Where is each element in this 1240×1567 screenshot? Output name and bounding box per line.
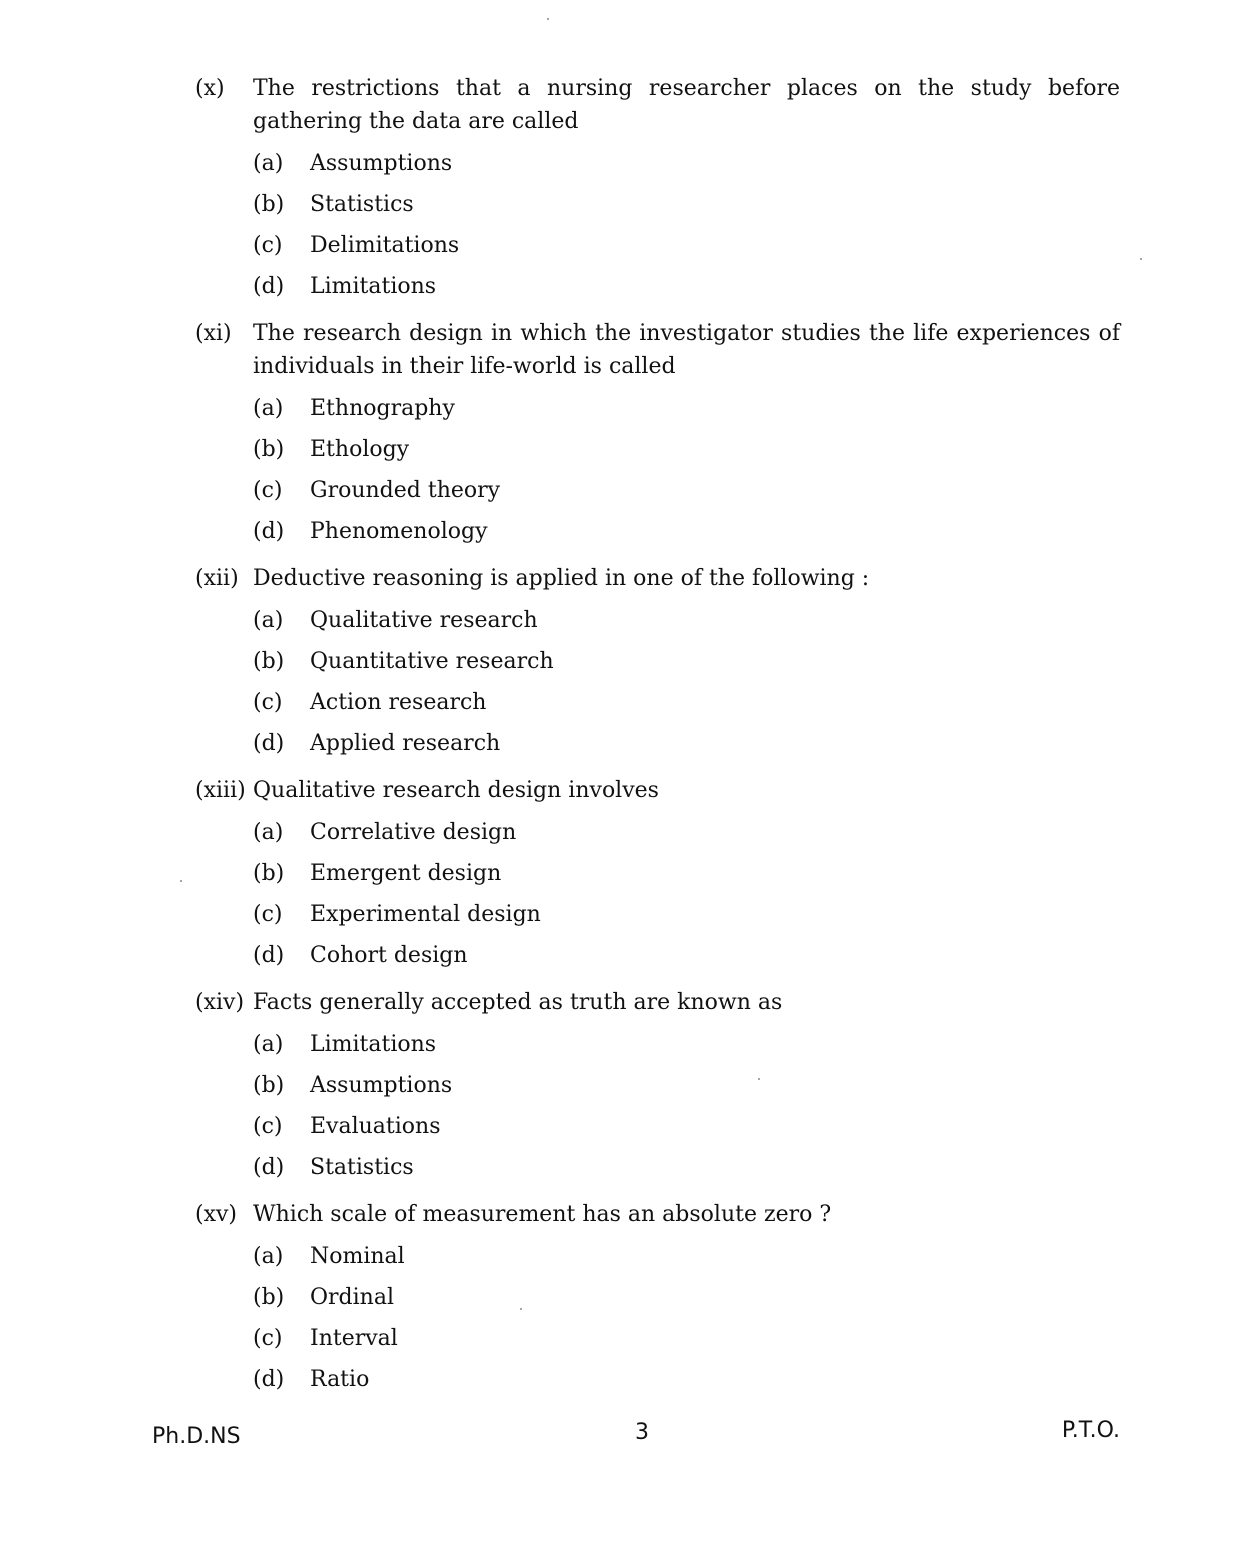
- option-text: Ethology: [310, 437, 410, 462]
- question-text: Which scale of measurement has an absolute zero ?: [253, 1202, 832, 1227]
- option-item: [253, 1236, 1120, 1277]
- option-letter: (b): [253, 192, 285, 217]
- option-item: [253, 225, 1120, 266]
- option-text: Grounded theory: [310, 478, 501, 503]
- option-letter: (c): [253, 690, 283, 715]
- option-item: [253, 1106, 1120, 1147]
- option-letter: (a): [253, 396, 284, 421]
- option-text: Statistics: [310, 1155, 414, 1180]
- option-text: Statistics: [310, 192, 414, 217]
- option-item: [253, 812, 1120, 853]
- question-number: (xii): [195, 566, 239, 591]
- option-text: Limitations: [310, 274, 437, 299]
- option-letter: (c): [253, 902, 283, 927]
- option-list: [253, 812, 1120, 976]
- question-text: Deductive reasoning is applied in one of the following :: [253, 566, 870, 591]
- option-item: [253, 935, 1120, 976]
- option-text: Phenomenology: [310, 519, 488, 544]
- question-number: (xv): [195, 1202, 238, 1227]
- question-xi: [195, 317, 1120, 552]
- option-letter: (b): [253, 1073, 285, 1098]
- option-letter: (d): [253, 1155, 285, 1180]
- scan-speck: [547, 18, 549, 20]
- option-text: Qualitative research: [310, 608, 538, 633]
- option-item: [253, 388, 1120, 429]
- question-number: (x): [195, 76, 225, 101]
- question-text: Facts generally accepted as truth are known as: [253, 990, 783, 1015]
- question-xiv: [195, 986, 1120, 1188]
- option-text: Ordinal: [310, 1285, 394, 1310]
- option-letter: (c): [253, 233, 283, 258]
- option-letter: (a): [253, 1244, 284, 1269]
- option-item: [253, 1024, 1120, 1065]
- option-text: Correlative design: [310, 820, 517, 845]
- option-text: Ratio: [310, 1367, 370, 1392]
- option-letter: (c): [253, 1326, 283, 1351]
- option-list: [253, 1236, 1120, 1400]
- question-xv: [195, 1198, 1120, 1400]
- option-text: Ethnography: [310, 396, 455, 421]
- option-item: [253, 429, 1120, 470]
- option-letter: (c): [253, 1114, 283, 1139]
- option-item: [253, 470, 1120, 511]
- option-text: Delimitations: [310, 233, 460, 258]
- page-footer: [150, 1420, 1120, 1454]
- option-text: Assumptions: [310, 1073, 453, 1098]
- question-number: (xiv): [195, 990, 245, 1015]
- option-letter: (d): [253, 519, 285, 544]
- question-xii: [195, 562, 1120, 764]
- option-item: [253, 511, 1120, 552]
- option-letter: (d): [253, 274, 285, 299]
- question-list: [195, 72, 1120, 1410]
- option-item: [253, 1147, 1120, 1188]
- option-item: [253, 184, 1120, 225]
- option-item: [253, 853, 1120, 894]
- option-letter: (b): [253, 1285, 285, 1310]
- option-letter: (d): [253, 943, 285, 968]
- pto-label: P.T.O.: [1061, 1418, 1120, 1443]
- option-letter: (a): [253, 608, 284, 633]
- option-item: [253, 266, 1120, 307]
- option-item: [253, 1065, 1120, 1106]
- option-text: Interval: [310, 1326, 398, 1351]
- option-list: [253, 388, 1120, 552]
- option-text: Emergent design: [310, 861, 502, 886]
- option-letter: (b): [253, 861, 285, 886]
- option-item: [253, 682, 1120, 723]
- question-x: [195, 72, 1120, 307]
- option-letter: (b): [253, 437, 285, 462]
- option-letter: (c): [253, 478, 283, 503]
- option-text: Action research: [310, 690, 487, 715]
- scan-speck: [1140, 258, 1142, 260]
- option-list: [253, 600, 1120, 764]
- question-number: (xiii): [195, 778, 246, 803]
- option-letter: (a): [253, 1032, 284, 1057]
- option-list: [253, 1024, 1120, 1188]
- option-text: Assumptions: [310, 151, 453, 176]
- option-item: [253, 1318, 1120, 1359]
- option-text: Quantitative research: [310, 649, 554, 674]
- question-number: (xi): [195, 321, 232, 346]
- scan-speck: [520, 1308, 522, 1310]
- option-letter: (a): [253, 820, 284, 845]
- option-item: [253, 641, 1120, 682]
- question-xiii: [195, 774, 1120, 976]
- option-item: [253, 600, 1120, 641]
- option-item: [253, 723, 1120, 764]
- question-text: The restrictions that a nursing researcher places on the study before gathering the data are called: [253, 76, 1120, 134]
- paper-code: Ph.D.NS: [152, 1424, 241, 1449]
- option-item: [253, 894, 1120, 935]
- option-letter: (d): [253, 731, 285, 756]
- scan-speck: [758, 1078, 760, 1080]
- option-item: [253, 143, 1120, 184]
- option-item: [253, 1359, 1120, 1400]
- option-item: [253, 1277, 1120, 1318]
- scan-speck: [180, 880, 182, 882]
- option-text: Experimental design: [310, 902, 541, 927]
- page-number: 3: [635, 1420, 649, 1445]
- option-text: Cohort design: [310, 943, 468, 968]
- option-text: Limitations: [310, 1032, 437, 1057]
- option-letter: (b): [253, 649, 285, 674]
- option-text: Evaluations: [310, 1114, 441, 1139]
- option-letter: (d): [253, 1367, 285, 1392]
- question-text: The research design in which the investigator studies the life experiences of individuals in their life-world is called: [253, 321, 1120, 379]
- question-text: Qualitative research design involves: [253, 778, 659, 803]
- option-list: [253, 143, 1120, 307]
- option-text: Nominal: [310, 1244, 405, 1269]
- option-letter: (a): [253, 151, 284, 176]
- option-text: Applied research: [310, 731, 501, 756]
